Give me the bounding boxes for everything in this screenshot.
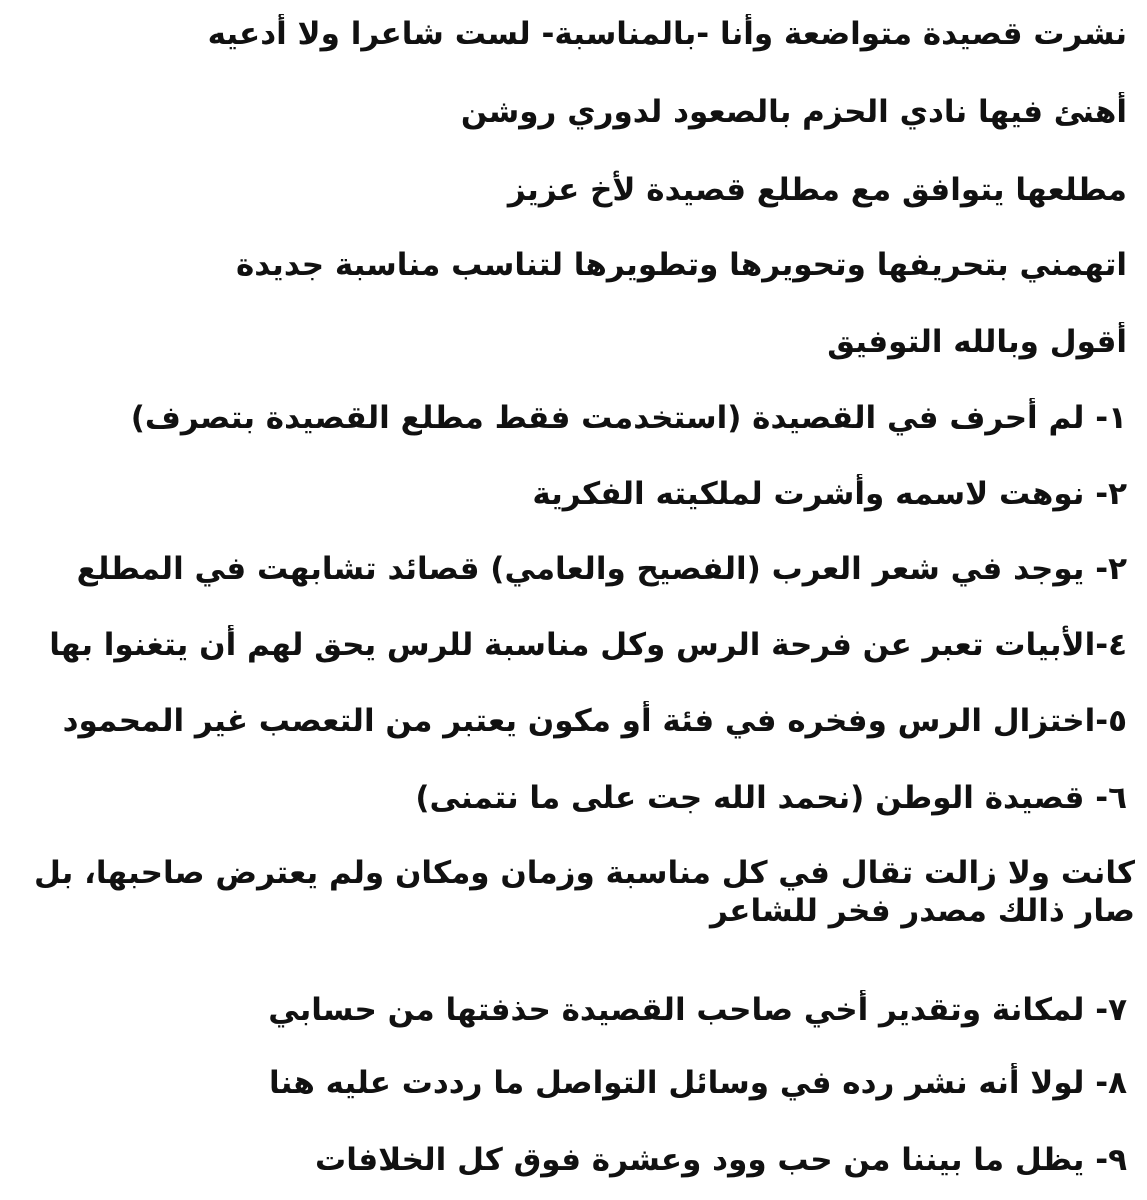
list-item-6: ٦- قصيدة الوطن (نحمد الله جت على ما نتمنى) xyxy=(415,780,1127,816)
list-item-9: ٩- يظل ما بيننا من حب وود وعشرة فوق كل الخلافات xyxy=(315,1142,1127,1178)
list-item-2: ٢- نوهت لاسمه وأشرت لملكيته الفكرية xyxy=(532,476,1127,512)
list-item-4: ٤-الأبيات تعبر عن فرحة الرس وكل مناسبة للرس يحق لهم أن يتغنوا بها xyxy=(49,627,1127,663)
text-line-accusation: اتهمني بتحريفها وتحويرها وتطويرها لتناسب مناسبة جديدة xyxy=(235,247,1127,283)
list-item-3: ٢- يوجد في شعر العرب (الفصيح والعامي) قصائد تشابهت في المطلع xyxy=(76,551,1127,587)
text-line-intro: نشرت قصيدة متواضعة وأنا -بالمناسبة- لست شاعرا ولا أدعيه xyxy=(207,16,1127,52)
text-line-congrats: أهنئ فيها نادي الحزم بالصعود لدوري روشن xyxy=(460,94,1127,130)
list-item-5: ٥-اختزال الرس وفخره في فئة أو مكون يعتبر من التعصب غير المحمود xyxy=(62,703,1127,739)
list-item-1: ١- لم أحرف في القصيدة (استخدمت فقط مطلع القصيدة بتصرف) xyxy=(130,400,1127,436)
list-item-6-detail: كانت ولا زالت تقال في كل مناسبة وزمان ومكان ولم يعترض صاحبها، بل صار ذالك مصدر فخر للشاعر xyxy=(34,855,1135,929)
text-line-preface: أقول وبالله التوفيق xyxy=(827,324,1127,360)
list-item-7: ٧- لمكانة وتقدير أخي صاحب القصيدة حذفتها من حسابي xyxy=(268,992,1127,1028)
text-line-opening: مطلعها يتوافق مع مطلع قصيدة لأخ عزيز xyxy=(507,172,1127,208)
list-item-8: ٨- لولا أنه نشر رده في وسائل التواصل ما رددت عليه هنا xyxy=(269,1065,1127,1101)
